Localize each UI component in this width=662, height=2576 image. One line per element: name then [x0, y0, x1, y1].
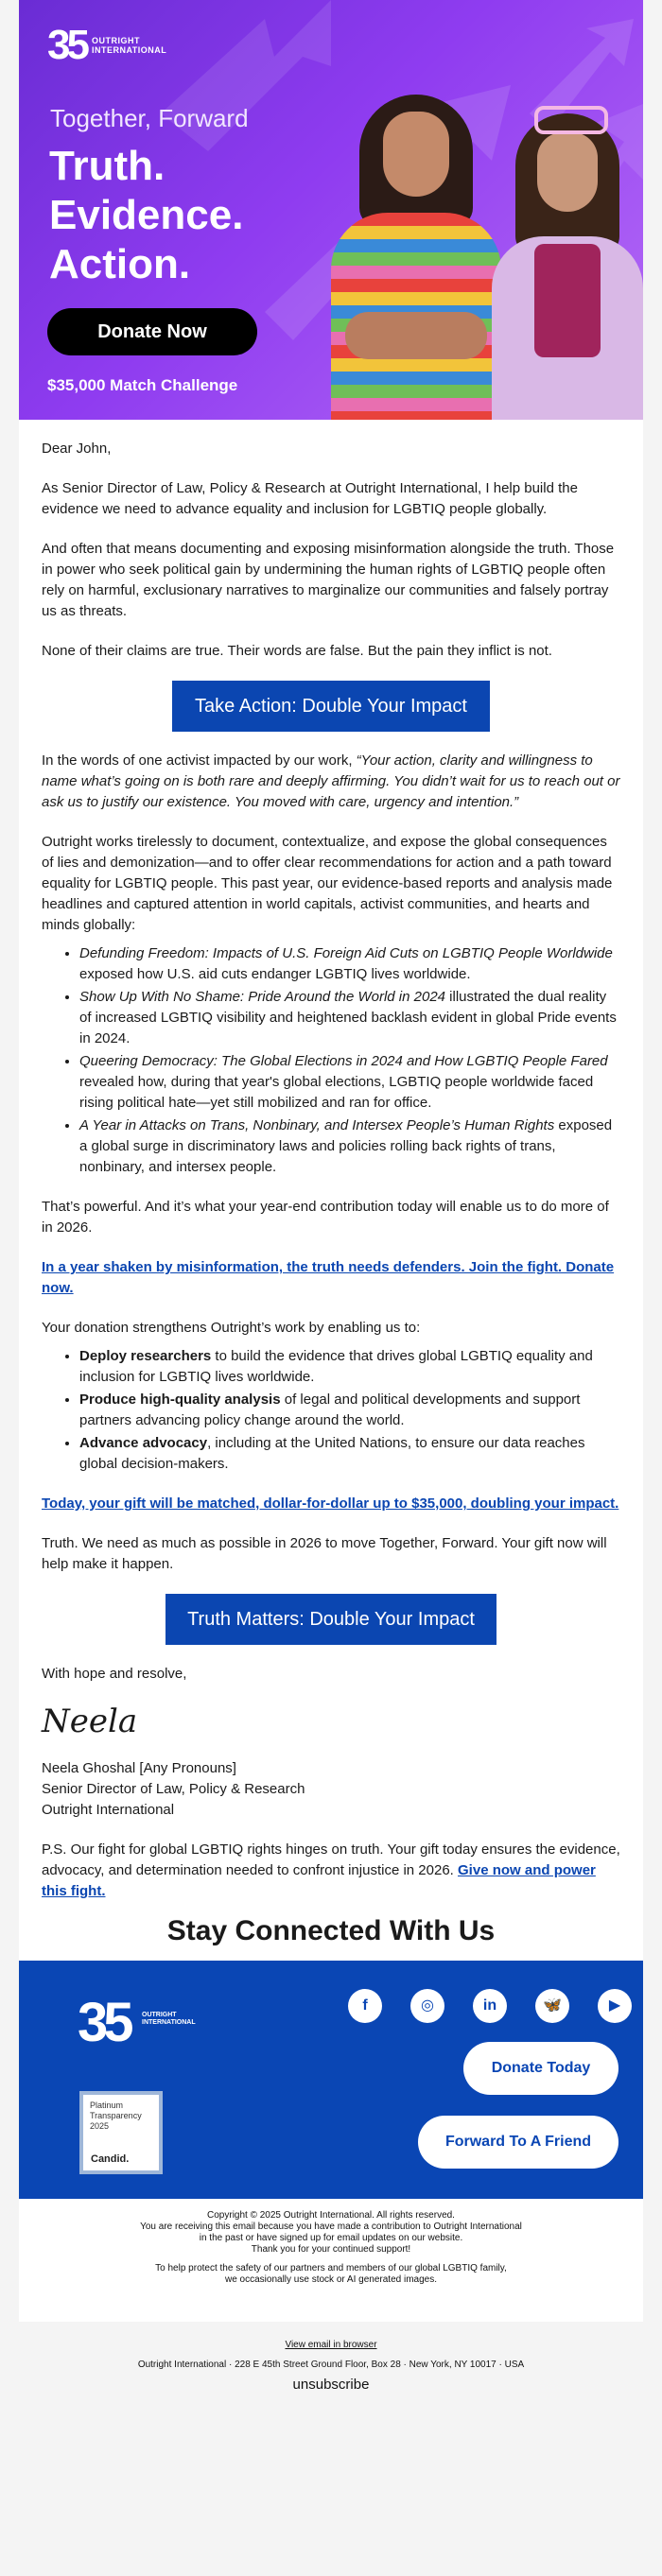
legal-reason-1: You are receiving this email because you have made a contribution to Outright International: [140, 2222, 522, 2232]
paragraph-activist-quote: [42, 751, 620, 813]
donate-now-button[interactable]: Donate Now: [47, 308, 257, 355]
donate-today-button[interactable]: Donate Today: [463, 2042, 618, 2095]
legal-block-2: [19, 2263, 643, 2286]
mailing-address: Outright International · 228 E 45th Street Ground Floor, Box 28 · New York, NY 10017 · USA: [137, 2360, 525, 2370]
candid-year: 2025: [90, 2121, 110, 2131]
logo-line1: OUTRIGHT: [91, 36, 140, 45]
signer-name: Neela Ghoshal [Any Pronouns]: [42, 1760, 236, 1776]
actions-list: [42, 1346, 620, 1475]
paragraph-powerful: That’s powerful. And it’s what your year-end contribution today will enable us to do more of in 2026.: [42, 1199, 609, 1236]
unsubscribe-link[interactable]: unsubscribe: [292, 2377, 370, 2393]
list-item: [79, 1433, 620, 1475]
report-title: Defunding Freedom: Impacts of U.S. Foreign Aid Cuts on LGBTIQ People Worldwide: [79, 945, 613, 961]
footer-logo: [78, 1992, 196, 2053]
list-item: [79, 943, 620, 985]
stay-connected-heading: Stay Connected With Us: [166, 1915, 496, 1946]
legal-images-2: we occasionally use stock or AI generated images.: [224, 2274, 437, 2285]
candid-line2: Transparency: [90, 2111, 142, 2120]
logo-number: 35: [47, 22, 86, 68]
sunglasses: [534, 106, 608, 134]
list-item: [79, 1390, 620, 1431]
action-bold: Advance advocacy: [79, 1435, 208, 1451]
logo-text: [92, 36, 166, 55]
match-link-paragraph: [42, 1494, 620, 1514]
signer-block: [42, 1758, 620, 1821]
footer-logo-text: [142, 2012, 196, 2027]
list-item: [79, 987, 620, 1049]
footer-panel: [19, 1961, 643, 2199]
headline-truth: Truth.: [49, 143, 166, 189]
email-container: [19, 0, 643, 2322]
action-text: of legal and political developments and support partners advancing policy change around the world.: [79, 1392, 581, 1428]
outright-logo: [47, 22, 167, 68]
forward-to-friend-button[interactable]: Forward To A Friend: [418, 2116, 618, 2169]
candid-brand: Candid.: [91, 2153, 130, 2165]
report-title: Queering Democracy: The Global Elections in 2024 and How LGBTIQ People Fared: [79, 1053, 608, 1069]
reports-list: [42, 943, 620, 1178]
action-text: to build the evidence that drives global LGBTIQ equality and inclusion for LGBTIQ lives worldwide.: [79, 1348, 593, 1385]
report-desc: revealed how, during that year's global elections, LGBTIQ people worldwide faced rising political hate—yet still mobilized and ran for office.: [79, 1074, 594, 1111]
youtube-icon[interactable]: ▶: [598, 1989, 632, 2023]
hero-banner: [19, 0, 643, 420]
report-desc: exposed how U.S. aid cuts endanger LGBTIQ lives worldwide.: [79, 966, 471, 982]
report-title: Show Up With No Shame: Pride Around the World in 2024: [79, 989, 446, 1005]
legal-reason-2: in the past or have signed up for email updates on our website.: [199, 2233, 463, 2243]
footer-logo-number: 35: [78, 1992, 130, 2053]
candid-line1: Platinum: [90, 2101, 124, 2110]
hero-tagline: Together, Forward: [50, 104, 249, 132]
donate-link-paragraph: [42, 1257, 620, 1299]
instagram-icon[interactable]: ◎: [410, 1989, 444, 2023]
person-face-1: [383, 112, 449, 197]
logo-line2: INTERNATIONAL: [91, 45, 167, 55]
legal-images-1: To help protect the safety of our partners and members of our global LGBTIQ family,: [155, 2263, 507, 2273]
activist-quote: “Your action, clarity and willingness to name what’s going on is both rare and deeply affirming. You didn’t wait for us to reach out or ask us to justify our existence. You moved with care, urgency and intention.”: [42, 752, 620, 810]
paragraph-claims: None of their claims are true. Their words are false. But the pain they inflict is not.: [42, 643, 552, 659]
bluesky-icon[interactable]: 🦋: [535, 1989, 569, 2023]
action-bold: Deploy researchers: [79, 1348, 212, 1364]
paragraph-misinformation: And often that means documenting and exposing misinformation alongside the truth. Those in power who seek political gain by undermining the human rights of LGBTIQ people often rely on harmful, exclusionary narratives to marginalize our communities and falsely portray us as threats.: [42, 541, 615, 619]
candid-seal: [79, 2091, 163, 2174]
list-item: [79, 1051, 620, 1114]
signature: Neela: [42, 1703, 138, 1740]
matched-gift-link[interactable]: Today, your gift will be matched, dollar-for-dollar up to $35,000, doubling your impact.: [42, 1495, 619, 1512]
paragraph-role: As Senior Director of Law, Policy & Research at Outright International, I help build the evidence we need to advance equality and inclusion for LGBTIQ people globally.: [42, 480, 578, 517]
action-text: , including at the United Nations, to ensure our data reaches global decision-makers.: [79, 1435, 585, 1472]
headline-action: Action.: [49, 241, 191, 287]
legal-text: [19, 2199, 643, 2322]
legal-block-1: [19, 2210, 643, 2256]
linkedin-icon[interactable]: in: [473, 1989, 507, 2023]
report-desc: illustrated the dual reality of increased LGBTIQ visibility and heightened backlash evident in global Pride events in 2024.: [79, 989, 617, 1046]
view-in-browser-link[interactable]: View email in browser: [285, 2340, 377, 2350]
ps-text: P.S. Our fight for global LGBTIQ rights hinges on truth. Your gift today ensures the evidence, advocacy, and determination needed to confront injustice in 2026.: [42, 1841, 620, 1878]
person-face-2: [537, 132, 598, 212]
action-bold: Produce high-quality analysis: [79, 1392, 281, 1408]
match-challenge-text: $35,000 Match Challenge: [47, 376, 238, 394]
signer-title: Senior Director of Law, Policy & Research: [42, 1781, 305, 1797]
paragraph-enable: Your donation strengthens Outright’s work by enabling us to:: [42, 1320, 421, 1336]
signer-org: Outright International: [42, 1802, 175, 1818]
take-action-button[interactable]: Take Action: Double Your Impact: [172, 681, 490, 732]
crossed-arms: [345, 312, 487, 359]
letter-body: [19, 420, 643, 1946]
paragraph-truth: Truth. We need as much as possible in 2026 to move Together, Forward. Your gift now will help make it happen.: [42, 1535, 607, 1572]
greeting: Dear John,: [42, 441, 112, 457]
legal-thanks: Thank you for your continued support!: [251, 2244, 411, 2255]
copyright: Copyright © 2025 Outright International. All rights reserved.: [207, 2210, 455, 2221]
join-fight-link[interactable]: In a year shaken by misinformation, the truth needs defenders. Join the fight. Donate now.: [42, 1259, 615, 1296]
quote-lead: In the words of one activist impacted by our work,: [42, 752, 357, 769]
give-now-link[interactable]: Give now and power this fight.: [42, 1862, 596, 1899]
headline-evidence: Evidence.: [49, 192, 244, 238]
facebook-icon[interactable]: f: [348, 1989, 382, 2023]
paragraph-reports-intro: Outright works tirelessly to document, contextualize, and expose the global consequences of lies and demonization—and to offer clear recommendations for action and a path toward equality for LGBTIQ people. This past year, our evidence-based reports and analysis made headlines and captured attention in world capitals, activist communities, and hearts and minds globally:: [42, 834, 613, 933]
hero-headline: [49, 142, 243, 289]
closing: With hope and resolve,: [42, 1666, 187, 1682]
outer-footer: [0, 2322, 662, 2391]
list-item: [79, 1115, 620, 1178]
magenta-top: [534, 244, 601, 357]
report-desc: exposed a global surge in discriminatory laws and policies rolling back rights of trans, nonbinary, and intersex people.: [79, 1117, 613, 1175]
footer-logo-line2: INTERNATIONAL: [142, 2019, 196, 2026]
postscript: [42, 1840, 620, 1902]
report-title: A Year in Attacks on Trans, Nonbinary, and Intersex People’s Human Rights: [79, 1117, 555, 1133]
truth-matters-button[interactable]: Truth Matters: Double Your Impact: [166, 1594, 496, 1645]
footer-logo-line1: OUTRIGHT: [142, 2012, 177, 2018]
list-item: [79, 1346, 620, 1388]
